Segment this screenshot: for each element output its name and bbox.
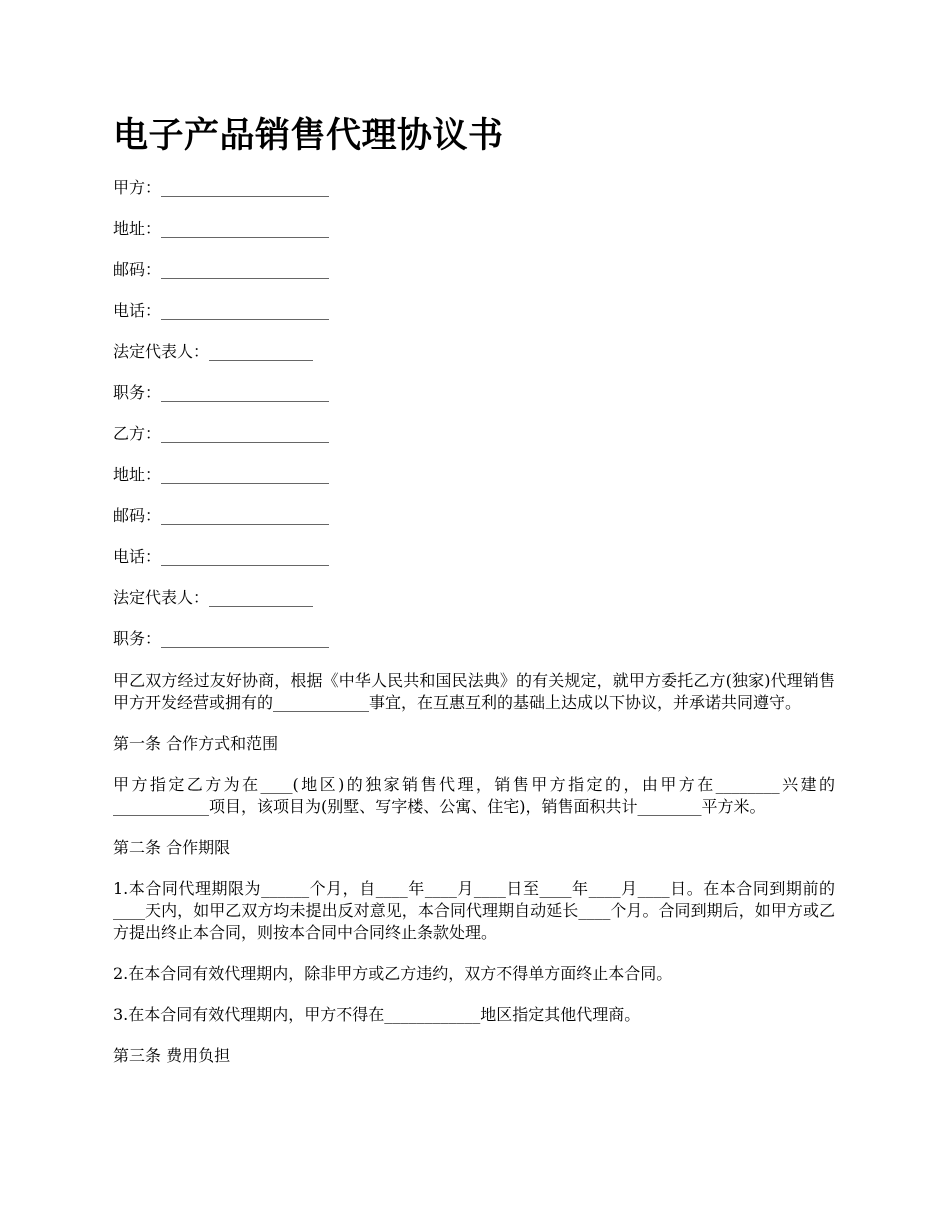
party-info xyxy=(113,178,835,649)
party-b-address-field: 地址：_____________________ xyxy=(113,465,330,484)
article-2-heading: 第二条 合作期限 xyxy=(113,838,231,857)
article-1-text: 甲方指定乙方为在____(地区)的独家销售代理，销售甲方指定的，由甲方在________兴建的____________项目，该项目为(别墅、写字楼、公寓、住宅)，销售面积共计________平方米。 xyxy=(113,775,835,816)
document-title: 电子产品销售代理协议书 xyxy=(113,116,504,156)
article-2-clause-2: 2.在本合同有效代理期内，除非甲方或乙方违约，双方不得单方面终止本合同。 xyxy=(113,964,673,983)
party-a-legal-rep-field: 法定代表人：_____________ xyxy=(113,342,314,361)
party-a-phone-field: 电话：_____________________ xyxy=(113,301,330,320)
article-2-clause-1: 1.本合同代理期限为______个月，自____年____月____日至____年____月____日。在本合同到期前的____天内，如甲乙双方均未提出反对意见，本合同代理期自动延长____个月。合同到期后，如甲方或乙方提出终止本合同，则按本合同中合同终止条款处理。 xyxy=(113,879,835,942)
party-a-postcode-field: 邮码：_____________________ xyxy=(113,260,330,279)
article-2-clause-3: 3.在本合同有效代理期内，甲方不得在____________地区指定其他代理商。 xyxy=(113,1005,641,1024)
party-b-legal-rep-field: 法定代表人：_____________ xyxy=(113,588,314,607)
party-a-name-field: 甲方：_____________________ xyxy=(113,178,330,197)
party-b-name-field: 乙方：_____________________ xyxy=(113,424,330,443)
article-3-heading: 第三条 费用负担 xyxy=(113,1046,231,1065)
article-1-heading: 第一条 合作方式和范围 xyxy=(113,734,279,753)
party-b-postcode-field: 邮码：_____________________ xyxy=(113,506,330,525)
preamble-paragraph: 甲乙双方经过友好协商，根据《中华人民共和国民法典》的有关规定，就甲方委托乙方(独家)代理销售甲方开发经营或拥有的____________事宜，在互惠互利的基础上达成以下协议，并承诺共同遵守。 xyxy=(113,671,835,712)
document-page xyxy=(113,112,835,1086)
party-b-position-field: 职务：_____________________ xyxy=(113,629,330,648)
party-b-phone-field: 电话：_____________________ xyxy=(113,547,330,566)
party-a-address-field: 地址：_____________________ xyxy=(113,219,330,238)
party-a-position-field: 职务：_____________________ xyxy=(113,383,330,402)
